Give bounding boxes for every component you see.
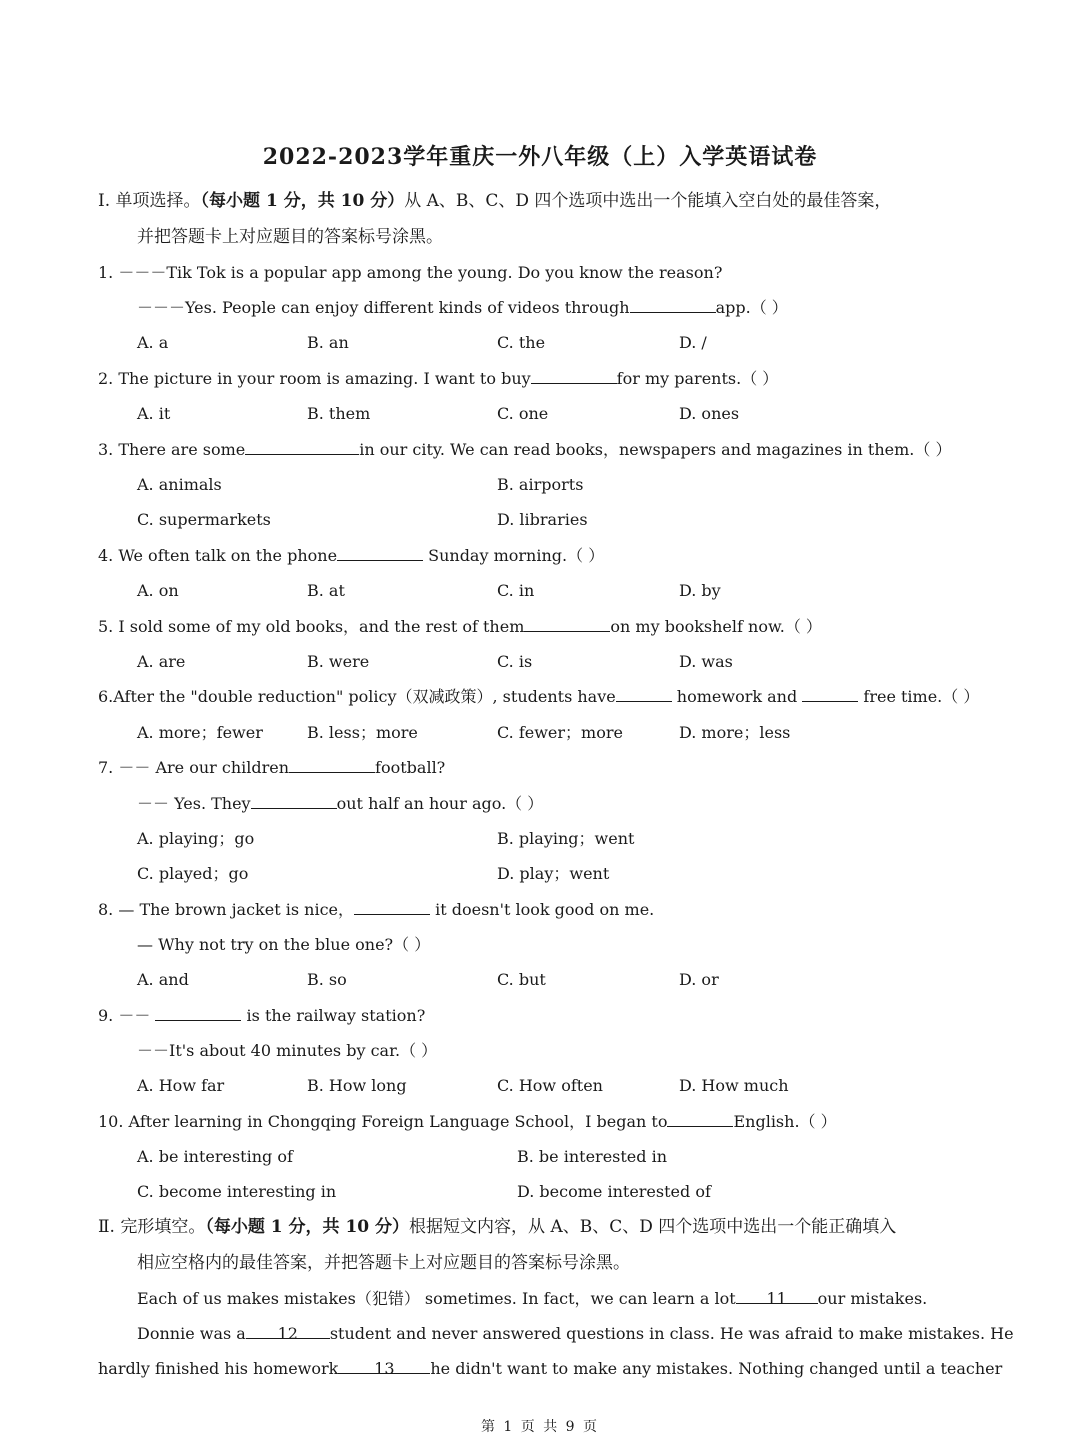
question-9-line2: －－It's about 40 minutes by car.（ ） bbox=[137, 1041, 438, 1060]
question-8-line1 bbox=[98, 899, 654, 921]
question-10 bbox=[98, 1111, 837, 1133]
question-text: it doesn't look good on me. bbox=[430, 900, 655, 919]
passage-text: our mistakes. bbox=[817, 1289, 928, 1308]
question-text: homework and bbox=[671, 687, 803, 706]
question-text: I sold some of my old books，and the rest of them bbox=[118, 617, 525, 636]
cloze-blank-13[interactable]: 13 bbox=[338, 1358, 430, 1374]
option-a[interactable]: A. and bbox=[137, 970, 189, 989]
page-footer: 第 1 页 共 9 页 bbox=[480, 1419, 600, 1435]
answer-blank[interactable] bbox=[616, 686, 672, 702]
question-text: －－ Are our children bbox=[118, 758, 290, 777]
section1-instruction-line2: 并把答题卡上对应题目的答案标号涂黑。 bbox=[137, 227, 443, 247]
question-1-line2 bbox=[137, 297, 788, 319]
question-text: After the "double reduction" policy（双减政策）, students have bbox=[113, 687, 616, 706]
question-text: on my bookshelf now.（ ） bbox=[610, 617, 822, 636]
option-b[interactable]: B. be interested in bbox=[517, 1147, 668, 1166]
option-b[interactable]: B. at bbox=[307, 581, 345, 600]
question-2 bbox=[98, 368, 778, 390]
question-number: 6. bbox=[98, 687, 114, 706]
question-number: 9. bbox=[98, 1006, 114, 1025]
question-text: The picture in your room is amazing. I want to buy bbox=[118, 369, 531, 388]
passage-text: he didn't want to make any mistakes. Nothing changed until a teacher bbox=[430, 1359, 1003, 1378]
option-b[interactable]: B. them bbox=[307, 404, 371, 423]
answer-blank[interactable] bbox=[155, 1005, 241, 1021]
option-b[interactable]: B. airports bbox=[497, 475, 584, 494]
question-text: After learning in Chongqing Foreign Language School，I began to bbox=[128, 1112, 668, 1131]
question-text: English.（ ） bbox=[733, 1112, 837, 1131]
question-number: 7. bbox=[98, 758, 114, 777]
option-c[interactable]: C. How often bbox=[497, 1076, 603, 1095]
option-a[interactable]: A. on bbox=[137, 581, 179, 600]
option-b[interactable]: B. so bbox=[307, 970, 347, 989]
answer-blank[interactable] bbox=[667, 1111, 733, 1127]
answer-blank[interactable] bbox=[524, 616, 610, 632]
option-b[interactable]: B. an bbox=[307, 333, 349, 352]
section2-score: （每小题 1 分，共 10 分） bbox=[205, 1217, 410, 1237]
passage-line-2 bbox=[137, 1323, 1014, 1345]
option-c[interactable]: C. in bbox=[497, 581, 535, 600]
page-title: 2022-2023学年重庆一外八年级（上）入学英语试卷 bbox=[262, 144, 818, 170]
passage-line-1 bbox=[137, 1288, 927, 1310]
question-number: 5. bbox=[98, 617, 114, 636]
option-d[interactable]: D. How much bbox=[679, 1076, 789, 1095]
question-text: in our city. We can read books，newspapers and magazines in them.（ ） bbox=[359, 440, 952, 459]
answer-blank[interactable] bbox=[337, 545, 423, 561]
answer-bracket: app.（ ） bbox=[715, 298, 788, 317]
question-text: football? bbox=[375, 758, 446, 777]
option-d[interactable]: D. play；went bbox=[497, 864, 610, 883]
option-a[interactable]: A. playing；go bbox=[137, 829, 255, 848]
option-c[interactable]: C. is bbox=[497, 652, 533, 671]
question-7-line1 bbox=[98, 757, 445, 779]
question-number: 3. bbox=[98, 440, 114, 459]
question-8-line2: — Why not try on the blue one?（ ） bbox=[137, 935, 431, 954]
question-1-line1 bbox=[98, 262, 722, 284]
answer-blank[interactable] bbox=[354, 899, 430, 915]
passage-text: hardly finished his homework bbox=[98, 1359, 339, 1378]
question-text: — The brown jacket is nice， bbox=[118, 900, 354, 919]
option-d[interactable]: D. or bbox=[679, 970, 719, 989]
option-a[interactable]: A. animals bbox=[137, 475, 222, 494]
question-text: is the railway station? bbox=[241, 1006, 426, 1025]
passage-text: Each of us makes mistakes（犯错） sometimes. In fact，we can learn a lot bbox=[137, 1289, 736, 1308]
option-b[interactable]: B. were bbox=[307, 652, 370, 671]
question-3 bbox=[98, 439, 951, 461]
option-c[interactable]: C. but bbox=[497, 970, 546, 989]
option-b[interactable]: B. playing；went bbox=[497, 829, 635, 848]
answer-blank[interactable] bbox=[245, 439, 359, 455]
question-text: －－ bbox=[118, 1006, 156, 1025]
passage-text: student and never answered questions in class. He was afraid to make mistakes. He bbox=[329, 1324, 1014, 1343]
passage-text: Donnie was a bbox=[137, 1324, 246, 1343]
question-number: 10. bbox=[98, 1112, 124, 1131]
question-number: 2. bbox=[98, 369, 114, 388]
question-text: －－－Yes. People can enjoy different kinds of videos through bbox=[137, 298, 630, 317]
question-5 bbox=[98, 616, 822, 638]
option-d[interactable]: D. was bbox=[679, 652, 733, 671]
answer-blank[interactable] bbox=[251, 793, 337, 809]
option-a[interactable]: A. a bbox=[137, 333, 169, 352]
question-6 bbox=[98, 686, 979, 708]
option-c[interactable]: C. become interesting in bbox=[137, 1182, 337, 1201]
option-c[interactable]: C. one bbox=[497, 404, 549, 423]
question-text: free time.（ ） bbox=[858, 687, 980, 706]
option-c[interactable]: C. the bbox=[497, 333, 546, 352]
option-d[interactable]: D. / bbox=[679, 333, 707, 352]
question-number: 8. bbox=[98, 900, 114, 919]
section2-title: 完形填空。 bbox=[120, 1217, 206, 1237]
question-number: 4. bbox=[98, 546, 114, 565]
option-c[interactable]: C. fewer；more bbox=[497, 723, 623, 742]
option-a[interactable]: A. be interesting of bbox=[137, 1147, 293, 1166]
section2-instruction-line2: 相应空格内的最佳答案，并把答题卡上对应题目的答案标号涂黑。 bbox=[137, 1253, 630, 1273]
option-c[interactable]: C. played；go bbox=[137, 864, 249, 883]
section1-instruction: 从 A、B、C、D 四个选项中选出一个能填入空白处的最佳答案， bbox=[404, 191, 892, 211]
cloze-blank-12[interactable]: 12 bbox=[246, 1323, 330, 1339]
option-d[interactable]: D. become interested of bbox=[517, 1182, 711, 1201]
question-number: 1. bbox=[98, 263, 114, 282]
question-7-line2 bbox=[137, 793, 543, 815]
section1-heading bbox=[98, 190, 891, 212]
option-d[interactable]: D. ones bbox=[679, 404, 740, 423]
answer-bracket: for my parents.（ ） bbox=[616, 369, 779, 388]
passage-line-3 bbox=[98, 1358, 1002, 1380]
option-c[interactable]: C. supermarkets bbox=[137, 510, 271, 529]
question-text: －－－Tik Tok is a popular app among the young. Do you know the reason? bbox=[118, 263, 723, 282]
option-a[interactable]: A. it bbox=[137, 404, 171, 423]
option-d[interactable]: D. more；less bbox=[679, 723, 791, 742]
question-9-line1 bbox=[98, 1005, 425, 1027]
section2-instruction: 根据短文内容，从 A、B、C、D 四个选项中选出一个能正确填入 bbox=[409, 1217, 897, 1237]
answer-blank[interactable] bbox=[630, 297, 716, 313]
question-text: We often talk on the phone bbox=[118, 546, 338, 565]
option-a[interactable]: A. How far bbox=[137, 1076, 225, 1095]
section1-number: Ⅰ. bbox=[98, 191, 111, 211]
answer-blank[interactable] bbox=[802, 686, 858, 702]
section2-heading bbox=[98, 1216, 896, 1238]
answer-blank[interactable] bbox=[531, 368, 617, 384]
option-d[interactable]: D. by bbox=[679, 581, 721, 600]
question-text: There are some bbox=[118, 440, 246, 459]
option-b[interactable]: B. How long bbox=[307, 1076, 407, 1095]
option-d[interactable]: D. libraries bbox=[497, 510, 588, 529]
question-text: Sunday morning.（ ） bbox=[423, 546, 605, 565]
question-text: out half an hour ago.（ ） bbox=[336, 794, 544, 813]
option-a[interactable]: A. more；fewer bbox=[137, 723, 263, 742]
question-text: －－ Yes. They bbox=[137, 794, 251, 813]
section2-number: Ⅱ. bbox=[98, 1217, 115, 1237]
answer-blank[interactable] bbox=[289, 757, 375, 773]
section1-score: （每小题 1 分，共 10 分） bbox=[200, 191, 405, 211]
option-b[interactable]: B. less；more bbox=[307, 723, 418, 742]
option-a[interactable]: A. are bbox=[137, 652, 186, 671]
question-4 bbox=[98, 545, 604, 567]
cloze-blank-11[interactable]: 11 bbox=[736, 1288, 818, 1304]
section1-title: 单项选择。 bbox=[115, 191, 201, 211]
